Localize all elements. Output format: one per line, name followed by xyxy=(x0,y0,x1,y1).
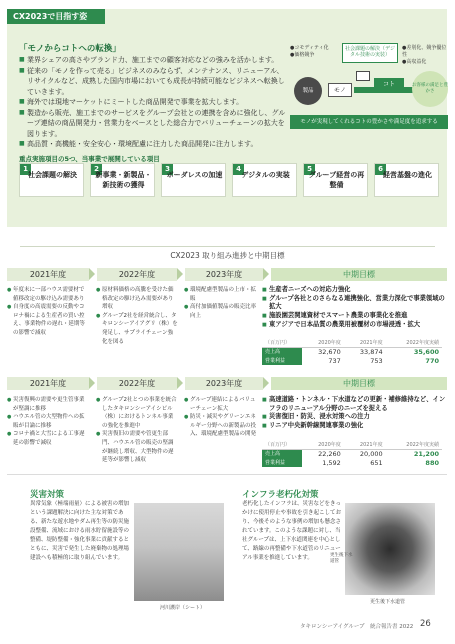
table-header: 2022年度実績 xyxy=(386,338,442,347)
divider xyxy=(7,474,447,475)
infrastructure-text: 老朽化したインフラは、災害などをきっかけに使用停止や事故を引き起こしており、今後そのような事例の増加も懸念されています。このような課題に対し、当社グループは、上下水道関連を中心として、路線の再整備や下水道管のリニューアル事業を推進しています。 xyxy=(242,501,342,561)
progress-title: CX2023 取り組み進捗と中期目標 xyxy=(170,251,285,260)
row1-2022-list xyxy=(96,286,178,346)
focus-label: 経営基盤の進化 xyxy=(383,171,432,179)
table-unit: （百万円） xyxy=(262,338,302,347)
timeline-year: 2022年度 xyxy=(97,268,177,281)
timeline-year: 2023年度 xyxy=(185,377,263,390)
table-header: 2021年度 xyxy=(344,338,386,347)
focus-item xyxy=(303,163,368,197)
focus-item xyxy=(374,163,439,197)
timeline-goal: 中期目標 xyxy=(271,268,447,281)
photo-caption: 河川護岸（シート） xyxy=(160,605,206,611)
timeline-goal: 中期目標 xyxy=(271,377,447,390)
table-cell: 35,600 xyxy=(413,347,439,356)
table-row xyxy=(262,458,442,467)
table-row-label: 売上高 xyxy=(262,449,302,458)
row2-2021-list xyxy=(7,396,89,448)
diagram-right-item: ●差別化、競争優位性 xyxy=(402,45,447,58)
koto-label: コト xyxy=(374,78,404,92)
table-unit: （百万円） xyxy=(262,440,302,449)
page-number: 26 xyxy=(420,619,431,629)
focus-number: 5 xyxy=(304,164,315,175)
list-item: ● 災害復興の需要や更生管事業が堅調に推移 xyxy=(7,396,89,413)
vision-bullets xyxy=(19,55,287,150)
mono-koto-diagram xyxy=(290,35,448,130)
list-item: ■ グループ各社とのさらなる連携強化、営業力深化で事業領域の拡大 xyxy=(262,295,447,312)
row1-2023-list xyxy=(184,286,258,320)
list-item: ■ 高品質・高機能・安全安心・環境配慮に注力した商品開発に注力します。 xyxy=(19,139,287,150)
sewer-pipe-photo xyxy=(345,503,435,595)
list-item: ● 高付加価値製品の販売比率向上 xyxy=(184,303,258,320)
report-footer: タキロンシーアイグループ 統合報告書 2022 xyxy=(300,624,414,630)
row2-2022-list xyxy=(96,396,178,465)
row1-goals xyxy=(262,286,447,330)
disaster-text: 異常気象（極端雨量）による被害の増加という課題解決に向けた主な対策である、新たな遊水地やダム再生等の防災施設整備、流域における雨水貯留施設等の整備、堤防整備・強化事業に貢献するとともに、災害で発生した廃棄物の処理場建設へも積極的に取り組んでいます。 xyxy=(30,501,130,561)
table-cell: 22,260 xyxy=(318,449,341,458)
table-row xyxy=(262,356,442,365)
chevron-right-icon xyxy=(89,268,95,280)
divider xyxy=(20,246,435,247)
list-item: ■ 製造から販売、施工までのサービスをグループ会社との連携を含めに強化し、グループ連結の商品開発力・営業力をベースとした総合力でバリューチェーンの拡大を図ります。 xyxy=(19,108,287,140)
row1-2021-list xyxy=(7,286,89,338)
list-item: ■ 東アジアで日本品質の農業用被覆材の市場浸透・拡大 xyxy=(262,321,447,330)
mono-label: モノ xyxy=(328,83,352,97)
diagram-left-list xyxy=(290,45,329,59)
table-cell: 651 xyxy=(370,458,383,467)
table-cell: 1,592 xyxy=(322,458,341,467)
monitor-icon xyxy=(356,71,370,81)
row1-financial-table xyxy=(262,338,442,365)
diagram-left-item: ●コモディティ化 xyxy=(290,45,329,51)
focus-item xyxy=(232,163,297,197)
focus-label: ボーダレスの加速 xyxy=(166,171,223,179)
list-item: ● グループ連結によるバリューチェーン拡大 xyxy=(184,396,258,413)
table-header: 2020年度 xyxy=(302,338,344,347)
focus-item xyxy=(161,163,226,197)
photo-caption: 更生後下水道管 xyxy=(370,599,406,605)
table-cell: 770 xyxy=(425,356,439,365)
table-row-label: 営業利益 xyxy=(262,458,302,467)
chevron-right-icon xyxy=(177,268,183,280)
diagram-caption: モノが実現してくれるコトの豊かさや満足度を追求する xyxy=(290,115,448,129)
table-header: 2021年度 xyxy=(344,440,386,449)
table-cell: 32,670 xyxy=(318,347,341,356)
list-item: ■ 生産者ニーズへの対応力強化 xyxy=(262,286,447,295)
vision-heading: 「モノからコトへの転換」 xyxy=(19,44,121,54)
list-item: ● 防災・減災やグリーンエネルギー分野への新製品の投入、環境配慮型製品の開発 xyxy=(184,413,258,439)
focus-label: 社会課題の解決 xyxy=(28,171,77,179)
chevron-right-icon xyxy=(263,377,269,389)
focus-number: 3 xyxy=(162,164,173,175)
list-item: ● 年度末に一部ハウス需要材で値移改定の駆け込み需要あり xyxy=(7,286,89,303)
list-item: ■ 施設園芸関連資材でスマート農業の事業化を推進 xyxy=(262,312,447,321)
row2-financial-table xyxy=(262,440,442,467)
focus-number: 6 xyxy=(375,164,386,175)
diagram-center-box: 社会課題の解決（デジタル技術の実装） xyxy=(342,43,398,63)
focus-number: 4 xyxy=(233,164,244,175)
row2-goals xyxy=(262,396,447,431)
timeline-row2 xyxy=(7,377,447,390)
timeline-year: 2021年度 xyxy=(7,377,89,390)
list-item: ■ 高速道路・トンネル・下水道などの更新・補修維持など、インフラのリニューアル分野のニーズを捉える xyxy=(262,396,447,413)
focus-number: 1 xyxy=(20,164,31,175)
focus-number: 2 xyxy=(91,164,102,175)
focus-label: デジタルの実装 xyxy=(241,171,290,179)
list-item: ■ 業界シェアの高さやブランド力、施工までの顧客対応などの強みを活かします。 xyxy=(19,55,287,66)
list-item: ■ 海外では現地マーケットにミートした商品開発で事業を拡大します。 xyxy=(19,97,287,108)
table-cell: 21,200 xyxy=(413,449,439,458)
timeline-year: 2022年度 xyxy=(97,377,177,390)
table-cell: 753 xyxy=(370,356,383,365)
levee-photo xyxy=(134,503,224,601)
diagram-flow xyxy=(290,71,448,111)
diagram-right-list xyxy=(402,45,448,66)
satisfaction-circle: お客様の満足と豊かさ xyxy=(412,71,448,107)
timeline-year: 2023年度 xyxy=(185,268,263,281)
chevron-right-icon xyxy=(263,268,269,280)
table-header-row xyxy=(262,338,442,347)
table-row-label: 営業利益 xyxy=(262,356,302,365)
row2-2023-list xyxy=(184,396,258,439)
timeline-row1 xyxy=(7,268,447,281)
timeline-year: 2021年度 xyxy=(7,268,89,281)
list-item: ● 自身度の高震需要の反動やコロナ禍による生産者の買い控え、事業物件の遅れ・延期等の影響で減収 xyxy=(7,303,89,337)
list-item: ● コロナ禍と大雪による工事遅延の影響で減収 xyxy=(7,430,89,447)
list-item: ● グループ2社を経営統合し、タキロンシーアイアグリ（株）を発足し、サプライチェーン強化を図る xyxy=(96,312,178,346)
table-cell: 737 xyxy=(328,356,341,365)
table-header: 2020年度 xyxy=(302,440,344,449)
table-cell: 33,874 xyxy=(359,347,383,356)
table-header: 2022年度実績 xyxy=(386,440,442,449)
section-tag: CX2023で目指す姿 xyxy=(7,9,105,24)
focus-items xyxy=(19,163,439,197)
focus-label: グループ経営の再整備 xyxy=(308,171,365,189)
chevron-right-icon xyxy=(177,377,183,389)
diagram-right-item: ●高収益化 xyxy=(402,59,427,65)
table-row xyxy=(262,347,442,356)
table-row xyxy=(262,449,442,458)
table-cell: 20,000 xyxy=(359,449,383,458)
focus-item xyxy=(90,163,155,197)
focus-item xyxy=(19,163,84,197)
focus-title: 重点実施項目の5つ、当事業で展開している項目 xyxy=(19,155,160,163)
vision-panel xyxy=(7,9,447,227)
list-item: ■ 従来の「モノを作って売る」ビジネスのみならず、メンテナンス、リニューアル、リサイクルなど、成熟した国内市場においても成長が持続可能なビジネスへ転換していきます。 xyxy=(19,66,287,98)
table-cell: 880 xyxy=(425,458,439,467)
photo-caption: 更生後下水道管 xyxy=(330,553,353,564)
list-item: ● 環境配慮型製品の上市・拡販 xyxy=(184,286,258,303)
chevron-right-icon xyxy=(89,377,95,389)
list-item: ● 災害復旧の需要や管更生部門、ハウエル管の販売の堅調が継続し増収、大型物件の遅延等が影響し減収 xyxy=(96,430,178,464)
list-item: ● グループ2社とつの事業を統合したタキロンシーアイシビル（株）におけるトンネル事業の強化を推進中 xyxy=(96,396,178,430)
product-circle: 製品 xyxy=(294,77,322,105)
list-item: ■ 災害復旧・防災、浸水対策への注力 xyxy=(262,413,447,422)
diagram-left-item: ●価格競争 xyxy=(290,52,315,58)
focus-label: 新事業・新製品・新技術の獲得 xyxy=(95,171,152,189)
disaster-heading: 災害対策 xyxy=(30,490,65,500)
list-item: ■ リニア中央新幹線関連事業の強化 xyxy=(262,422,447,431)
list-item: ● 原材料価格の高騰を受けた価格改定の駆け込み需要があり増収 xyxy=(96,286,178,312)
table-row-label: 売上高 xyxy=(262,347,302,356)
table-header-row xyxy=(262,440,442,449)
list-item: ● ハウエル管の大型物件への拡販が目論に推移 xyxy=(7,413,89,430)
infrastructure-heading: インフラ老朽化対策 xyxy=(242,490,319,500)
